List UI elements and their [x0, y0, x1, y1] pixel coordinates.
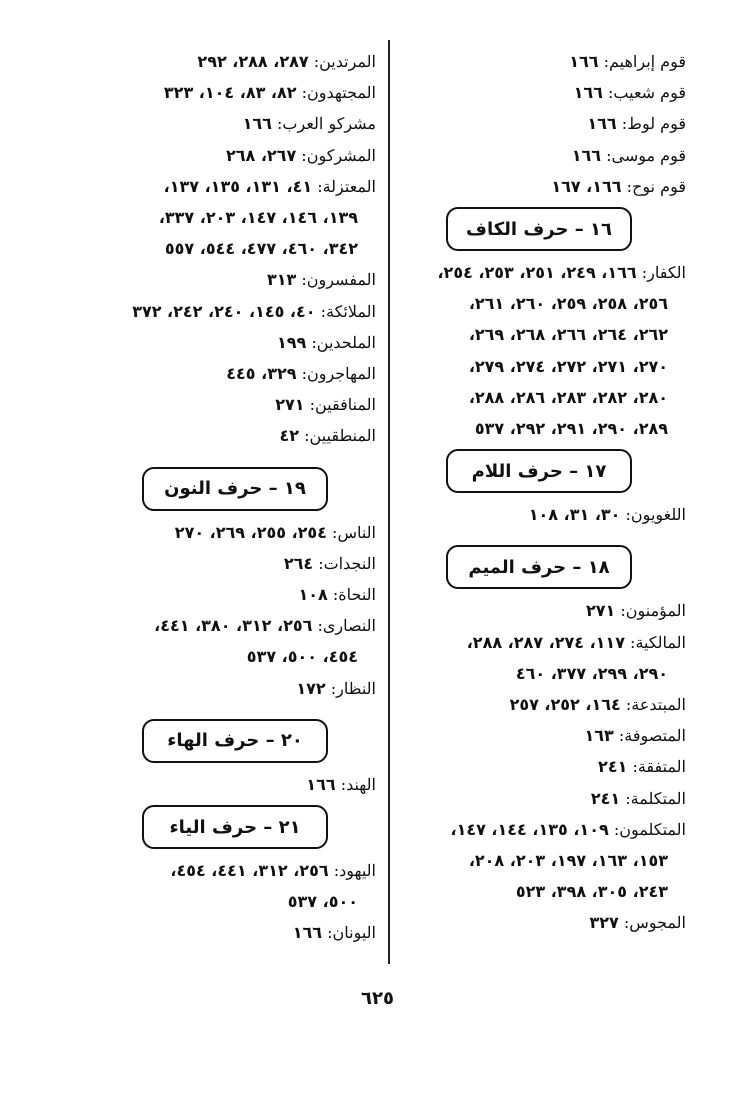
- index-entry: مشركو العرب: ١٦٦: [242, 114, 376, 134]
- index-entry: المشركون: ٢٦٧، ٢٦٨: [225, 145, 376, 165]
- index-entry: المجوس: ٣٢٧: [589, 913, 686, 933]
- index-entry: الناس: ٢٥٤، ٢٥٥، ٢٦٩، ٢٧٠: [174, 522, 376, 542]
- index-entry: النصارى: ٢٥٦، ٣١٢، ٣٨٠، ٤٤١،: [154, 616, 376, 636]
- entry-continuation: ٢٨٠، ٢٨٢، ٢٨٣، ٢٨٦، ٢٨٨،: [468, 387, 668, 407]
- index-entry: المرتدين: ٢٨٧، ٢٨٨، ٢٩٢: [197, 52, 376, 71]
- index-entry: النظار: ١٧٢: [296, 678, 376, 698]
- entry-continuation: ٥٠٠، ٥٣٧: [287, 892, 358, 912]
- index-entry: الكفار: ١٦٦، ٢٤٩، ٢٥١، ٢٥٣، ٢٥٤،: [437, 263, 686, 283]
- section-header-lam: ١٧ – حرف اللام: [446, 449, 632, 493]
- entry-continuation: ٤٥٤، ٥٠٠، ٥٣٧: [246, 647, 358, 667]
- section-header-kaf: ١٦ – حرف الكاف: [446, 207, 632, 251]
- index-entry: المؤمنون: ٢٧١: [585, 601, 686, 621]
- column-divider: [388, 40, 390, 964]
- entry-continuation: ٢٧٠، ٢٧١، ٢٧٢، ٢٧٤، ٢٧٩،: [468, 356, 668, 376]
- index-entry: المتكلمة: ٢٤١: [590, 788, 686, 808]
- entry-continuation: ١٥٣، ١٦٣، ١٩٧، ٢٠٣، ٢٠٨،: [468, 851, 668, 871]
- entry-continuation: ١٣٩، ١٤٦، ١٤٧، ٢٠٣، ٣٣٧،: [158, 208, 358, 228]
- section-header-ha: ٢٠ – حرف الهاء: [142, 719, 328, 763]
- section-header-ya: ٢١ – حرف الياء: [142, 805, 328, 849]
- section-header-mim: ١٨ – حرف الميم: [446, 545, 632, 589]
- index-entry: المالكية: ١١٧، ٢٧٤، ٢٨٧، ٢٨٨،: [466, 632, 686, 652]
- index-entry: النجدات: ٢٦٤: [283, 553, 376, 573]
- index-entry: المتفقة: ٢٤١: [598, 757, 686, 777]
- index-entry: الهند: ١٦٦: [306, 774, 376, 794]
- index-entry: المتصوفة: ١٦٣: [584, 726, 686, 746]
- entry-continuation: ٢٤٣، ٣٠٥، ٣٩٨، ٥٢٣: [515, 882, 668, 902]
- index-entry: المنافقين: ٢٧١: [275, 395, 376, 415]
- index-entry: المفسرون: ٣١٣: [266, 270, 376, 290]
- page-number: ٦٢٥: [361, 988, 394, 1009]
- index-entry: اليونان: ١٦٦: [292, 923, 376, 943]
- index-entry: المهاجرون: ٣٢٩، ٤٤٥: [226, 364, 376, 384]
- index-entry: اليهود: ٢٥٦، ٣١٢، ٤٤١، ٤٥٤،: [170, 861, 376, 881]
- left-column: [70, 46, 376, 949]
- index-entry: المعتزلة: ٤١، ١٣١، ١٣٥، ١٣٧،: [163, 176, 376, 196]
- entry-continuation: ٢٨٩، ٢٩٠، ٢٩١، ٢٩٢، ٥٣٧: [474, 419, 668, 439]
- index-entry: المتكلمون: ١٠٩، ١٣٥، ١٤٤، ١٤٧،: [450, 819, 686, 839]
- index-entry: المجتهدون: ٨٢، ٨٣، ١٠٤، ٣٢٣: [163, 83, 376, 103]
- entry-continuation: ٢٥٦، ٢٥٨، ٢٥٩، ٢٦٠، ٢٦١،: [468, 294, 668, 314]
- index-entry: المنطقيين: ٤٢: [279, 426, 376, 446]
- entry-continuation: ٢٦٢، ٢٦٤، ٢٦٦، ٢٦٨، ٢٦٩،: [468, 325, 668, 345]
- index-entry: اللغويون: ٣٠، ٣١، ١٠٨: [528, 505, 686, 525]
- index-entry: الملحدين: ١٩٩: [276, 332, 376, 352]
- index-entry: قوم لوط: ١٦٦: [587, 114, 686, 134]
- index-entry: قوم نوح: ١٦٦، ١٦٧: [551, 176, 686, 196]
- index-entry: قوم شعيب: ١٦٦: [573, 83, 686, 103]
- index-entry: الملائكة: ٤٠، ١٤٥، ٢٤٠، ٢٤٢، ٣٧٢: [132, 301, 376, 321]
- index-entry: قوم موسى: ١٦٦: [571, 145, 686, 165]
- right-column: [396, 46, 686, 939]
- entry-continuation: ٣٤٢، ٤٦٠، ٤٧٧، ٥٤٤، ٥٥٧: [164, 239, 358, 259]
- index-entry: النحاة: ١٠٨: [298, 585, 376, 605]
- section-header-nun: ١٩ – حرف النون: [142, 467, 328, 511]
- entry-continuation: ٢٩٠، ٢٩٩، ٣٧٧، ٤٦٠: [515, 663, 668, 683]
- index-entry: قوم إبراهيم: ١٦٦: [569, 52, 686, 71]
- index-entry: المبتدعة: ١٦٤، ٢٥٢، ٢٥٧: [509, 695, 686, 715]
